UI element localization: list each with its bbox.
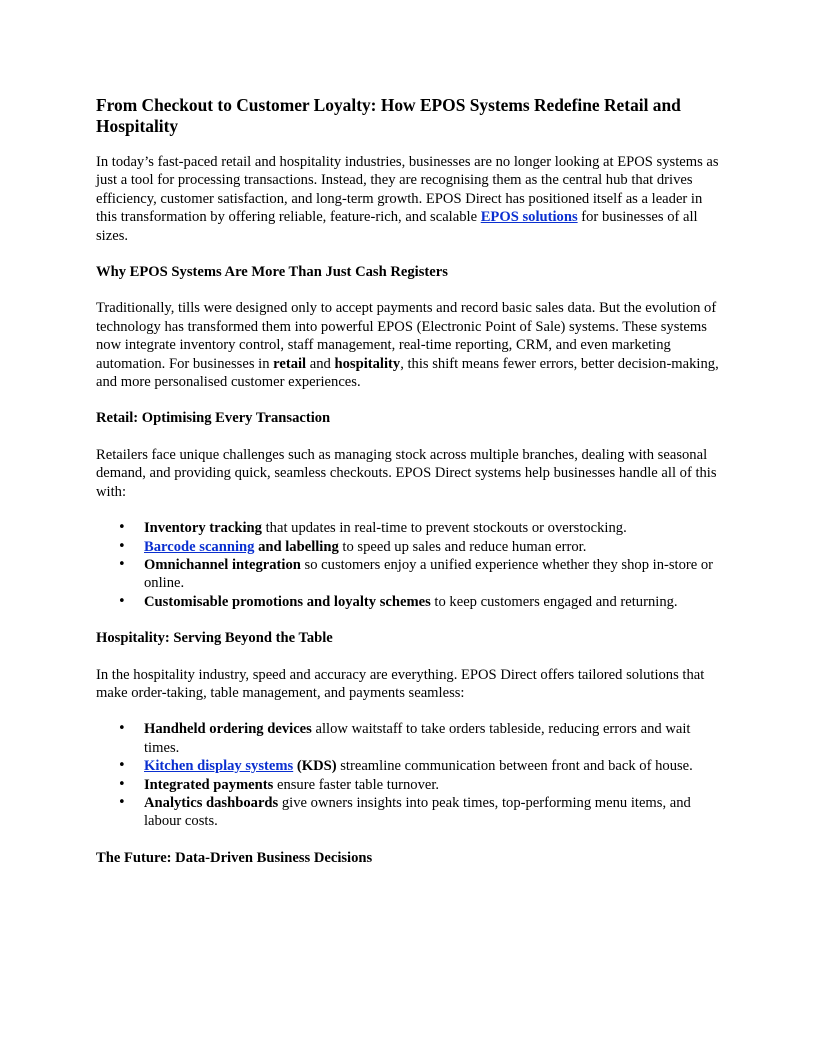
list-item (144, 720, 722, 757)
retail-bold: retail (273, 355, 307, 372)
intro-text-before: In today’s fast-paced retail and hospitality industries, businesses are no longer looking at EPOS systems as just a tool for processing transactions. Instead, they are recognising them as the central hub that drives efficiency, customer satisfaction, and long-term growth. EPOS Direct has positioned itself as a leader in this transformation by offering reliable, feature-rich, and scalable (96, 154, 719, 226)
epos-solutions-link[interactable]: EPOS solutions (480, 209, 578, 226)
section-heading-cash-registers: Why EPOS Systems Are More Than Just Cash Registers (96, 264, 448, 281)
hospitality-bold: hospitality (334, 355, 401, 372)
list-item-bold: and labelling (254, 538, 339, 555)
list-item-text: to speed up sales and reduce human error. (338, 538, 587, 555)
article-title: From Checkout to Customer Loyalty: How EPOS Systems Redefine Retail and Hospitality (96, 95, 681, 136)
list-item (144, 593, 722, 611)
section1-text: Traditionally, tills were designed only to accept payments and record basic sales data. But the evolution of technology has transformed them into powerful EPOS (Electronic Point of Sale) systems. These systems now integrate inventory control, staff management, real-time reporting, CRM, and even marketing automation. For businesses in (96, 300, 717, 372)
intro-paragraph (96, 153, 722, 245)
list-item (144, 538, 722, 556)
section1-text-after: , this shift means fewer errors, better decision-making, and more personalised customer experiences. (96, 355, 719, 391)
section-heading-future: The Future: Data-Driven Business Decisions (96, 849, 373, 866)
list-item (144, 776, 722, 794)
list-item-text: allow waitstaff to take orders tableside, reducing errors and wait times. (144, 721, 691, 756)
list-item (144, 757, 722, 775)
intro-text-after: for businesses of all sizes. (96, 209, 698, 244)
section-heading-hospitality: Hospitality: Serving Beyond the Table (96, 630, 333, 647)
hospitality-feature-list (96, 720, 722, 830)
list-item-bold: Analytics dashboards (144, 794, 279, 811)
retail-paragraph: Retailers face unique challenges such as managing stock across multiple branches, dealing with seasonal demand, and providing quick, seamless checkouts. EPOS Direct systems help businesses handle all of this with: (96, 446, 717, 500)
list-item (144, 556, 722, 593)
section1-text-mid: and (306, 355, 335, 372)
section-heading-retail: Retail: Optimising Every Transaction (96, 410, 331, 427)
list-item (144, 519, 722, 537)
section1-paragraph (96, 299, 722, 391)
list-item-bold: Inventory tracking (144, 520, 262, 537)
list-item-text: so customers enjoy a unified experience whether they shop in-store or online. (144, 556, 714, 592)
list-item-text: that updates in real-time to prevent stockouts or overstocking. (261, 520, 627, 537)
list-item-bold: Omnichannel integration (144, 556, 301, 573)
list-item-text: give owners insights into peak times, top-performing menu items, and labour costs. (144, 794, 691, 830)
list-item-text: to keep customers engaged and returning. (430, 593, 678, 610)
article (96, 95, 722, 885)
list-item-text: ensure faster table turnover. (273, 776, 440, 793)
list-item-bold: Handheld ordering devices (144, 721, 312, 738)
kitchen-display-systems-link[interactable]: Kitchen display systems (144, 758, 294, 775)
list-item (144, 794, 722, 831)
barcode-scanning-link[interactable]: Barcode scanning (144, 538, 255, 555)
list-item-bold: (KDS) (293, 758, 337, 775)
retail-feature-list (96, 519, 722, 611)
list-item-bold: Customisable promotions and loyalty schemes (144, 593, 431, 610)
list-item-bold: Integrated payments (144, 776, 274, 793)
hospitality-paragraph: In the hospitality industry, speed and accuracy are everything. EPOS Direct offers tailored solutions that make order-taking, table management, and payments seamless: (96, 666, 705, 701)
list-item-text: streamline communication between front and back of house. (336, 758, 693, 775)
